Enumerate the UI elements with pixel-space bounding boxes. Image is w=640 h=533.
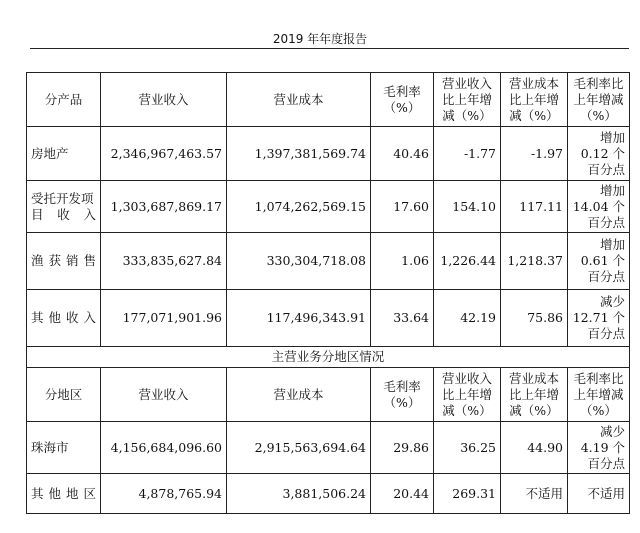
cost-cell: 2,915,563,694.64 xyxy=(227,422,371,474)
row-name-cell: 其他收入 xyxy=(27,290,101,347)
cost-change-cell: 117.11 xyxy=(501,181,568,233)
table-row xyxy=(27,422,630,474)
header-cell: 营业收入 xyxy=(101,368,227,422)
row-name-cell: 渔获销售 xyxy=(27,233,101,290)
table-row xyxy=(27,233,630,290)
header-cell: 营业收入 xyxy=(101,73,227,127)
header-cell: 分地区 xyxy=(27,368,101,422)
margin-change-cell: 不适用 xyxy=(568,474,630,514)
margin-cell: 17.60 xyxy=(371,181,434,233)
margin-cell: 20.44 xyxy=(371,474,434,514)
header-cell: 营业收入比上年增减（%） xyxy=(434,73,501,127)
region-section-row xyxy=(27,347,630,368)
product-header-row xyxy=(27,73,630,127)
margin-cell: 40.46 xyxy=(371,127,434,181)
row-name-cell: 其他地区 xyxy=(27,474,101,514)
revenue-cell: 1,303,687,869.17 xyxy=(101,181,227,233)
table-row xyxy=(27,290,630,347)
cost-cell: 3,881,506.24 xyxy=(227,474,371,514)
main-business-table xyxy=(26,72,630,514)
margin-change-cell: 增加 0.61 个百分点 xyxy=(568,233,630,290)
margin-change-cell: 减少 4.19 个百分点 xyxy=(568,422,630,474)
revenue-cell: 177,071,901.96 xyxy=(101,290,227,347)
region-header-row xyxy=(27,368,630,422)
margin-cell: 33.64 xyxy=(371,290,434,347)
header-cell: 毛利率比上年增减（%） xyxy=(568,368,630,422)
cost-cell: 1,397,381,569.74 xyxy=(227,127,371,181)
table-row xyxy=(27,181,630,233)
region-section-title: 主营业务分地区情况 xyxy=(27,347,630,368)
cost-cell: 330,304,718.08 xyxy=(227,233,371,290)
table-row xyxy=(27,127,630,181)
revenue-change-cell: -1.77 xyxy=(434,127,501,181)
report-header-title: 2019 年年度报告 xyxy=(272,32,368,46)
row-name-cell: 房地产 xyxy=(27,127,101,181)
revenue-change-cell: 36.25 xyxy=(434,422,501,474)
margin-cell: 29.86 xyxy=(371,422,434,474)
row-name-cell: 珠海市 xyxy=(27,422,101,474)
revenue-cell: 4,156,684,096.60 xyxy=(101,422,227,474)
cost-change-cell: -1.97 xyxy=(501,127,568,181)
cost-change-cell: 1,218.37 xyxy=(501,233,568,290)
table-row xyxy=(27,474,630,514)
header-cell: 营业成本比上年增减（%） xyxy=(501,368,568,422)
header-cell: 营业成本比上年增减（%） xyxy=(501,73,568,127)
revenue-cell: 333,835,627.84 xyxy=(101,233,227,290)
revenue-change-cell: 42.19 xyxy=(434,290,501,347)
header-cell: 分产品 xyxy=(27,73,101,127)
header-cell: 营业收入比上年增减（%） xyxy=(434,368,501,422)
cost-change-cell: 44.90 xyxy=(501,422,568,474)
header-cell: 毛利率比上年增减（%） xyxy=(568,73,630,127)
revenue-change-cell: 154.10 xyxy=(434,181,501,233)
margin-change-cell: 减少 12.71 个百分点 xyxy=(568,290,630,347)
cost-change-cell: 不适用 xyxy=(501,474,568,514)
cost-change-cell: 75.86 xyxy=(501,290,568,347)
revenue-cell: 2,346,967,463.57 xyxy=(101,127,227,181)
margin-change-cell: 增加 0.12 个百分点 xyxy=(568,127,630,181)
header-cell: 营业成本 xyxy=(227,73,371,127)
revenue-change-cell: 1,226.44 xyxy=(434,233,501,290)
cost-cell: 117,496,343.91 xyxy=(227,290,371,347)
header-cell: 毛利率（%） xyxy=(371,368,434,422)
revenue-change-cell: 269.31 xyxy=(434,474,501,514)
margin-change-cell: 增加 14.04 个百分点 xyxy=(568,181,630,233)
cost-cell: 1,074,262,569.15 xyxy=(227,181,371,233)
header-divider xyxy=(30,48,629,49)
header-cell: 毛利率（%） xyxy=(371,73,434,127)
revenue-cell: 4,878,765.94 xyxy=(101,474,227,514)
row-name-cell: 受托开发项目收入 xyxy=(27,181,101,233)
margin-cell: 1.06 xyxy=(371,233,434,290)
header-cell: 营业成本 xyxy=(227,368,371,422)
